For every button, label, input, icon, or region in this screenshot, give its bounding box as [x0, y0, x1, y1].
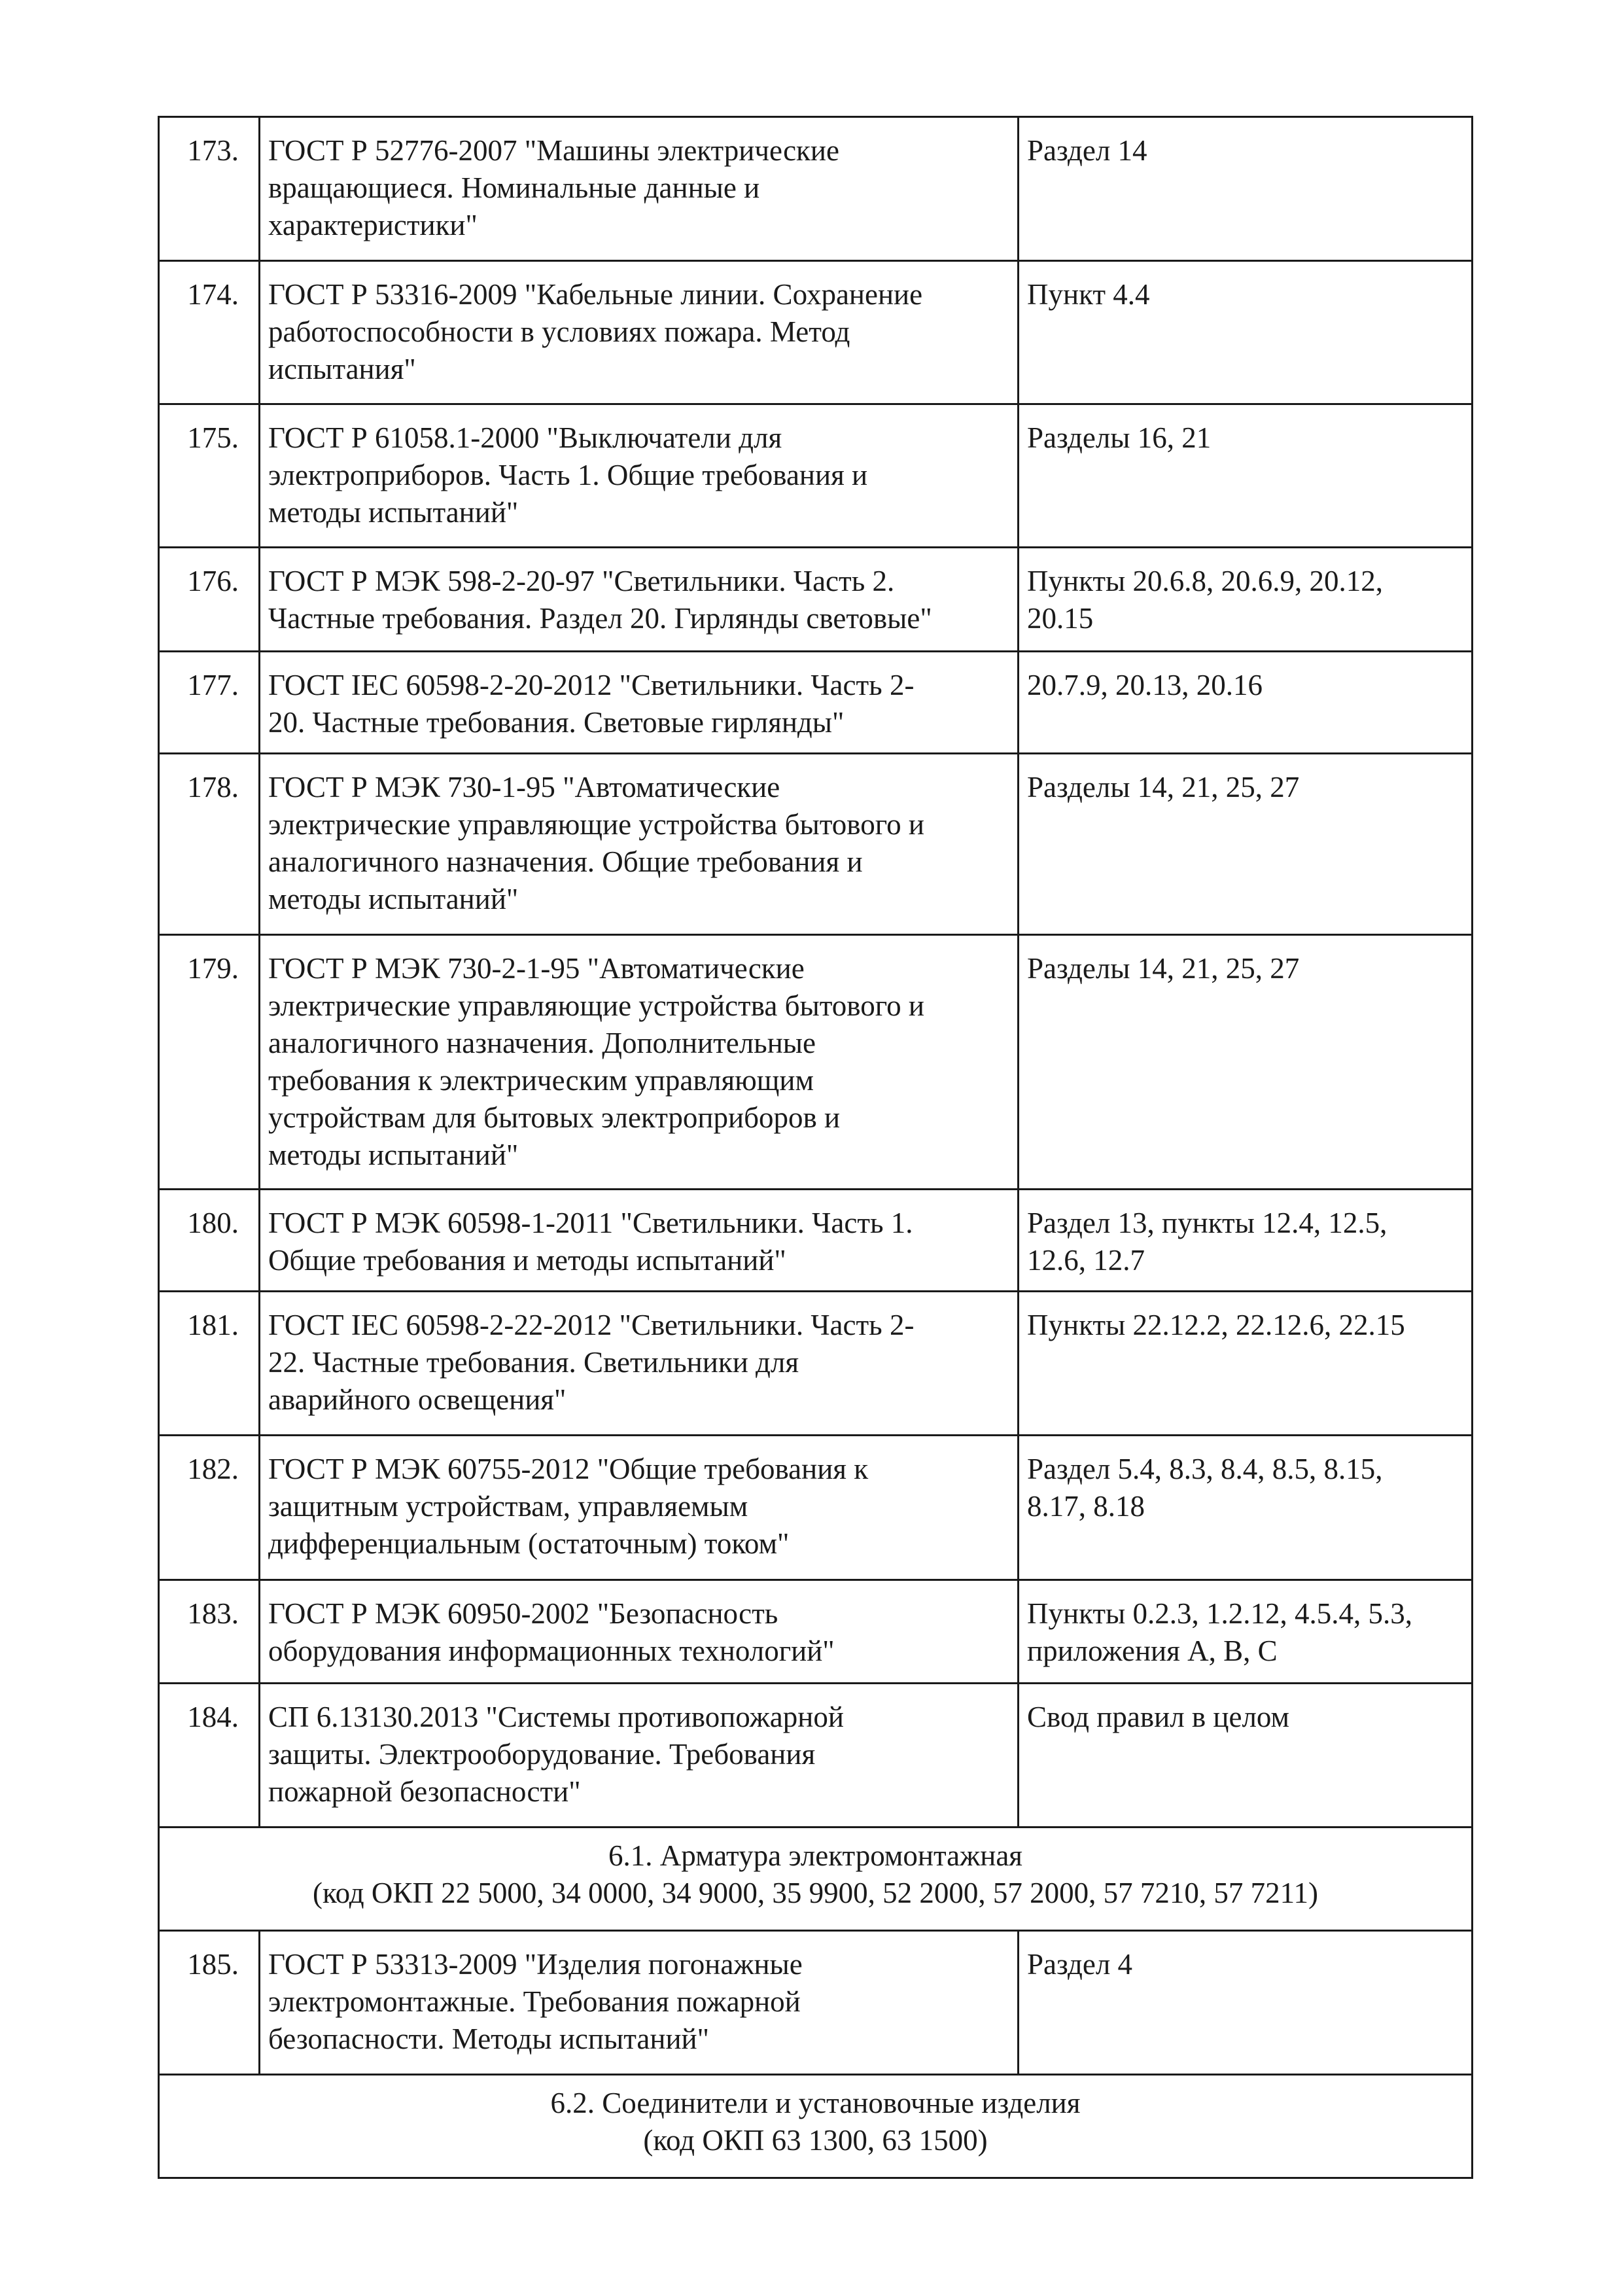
- standard-title: ГОСТ Р МЭК 730-1-95 "Автоматические электрические управляющие устройства бытового и аналогичного назначения. Общие требования и методы испытаний": [260, 754, 1019, 935]
- applicable-sections: Свод правил в целом: [1019, 1684, 1473, 1828]
- table-row: [159, 935, 1473, 1190]
- row-number: 179.: [159, 935, 260, 1190]
- applicable-sections: Раздел 4: [1019, 1931, 1473, 2075]
- row-number: 180.: [159, 1190, 260, 1292]
- standard-title: ГОСТ IEC 60598-2-20-2012 "Светильники. Часть 2- 20. Частные требования. Световые гирлянды": [260, 652, 1019, 754]
- standard-title: ГОСТ IEC 60598-2-22-2012 "Светильники. Часть 2- 22. Частные требования. Светильники для аварийного освещения": [260, 1292, 1019, 1436]
- standard-title: ГОСТ Р МЭК 60950-2002 "Безопасность оборудования информационных технологий": [260, 1580, 1019, 1684]
- section-header-row: [159, 1828, 1473, 1931]
- standard-title: СП 6.13130.2013 "Системы противопожарной защиты. Электрооборудование. Требования пожарной безопасности": [260, 1684, 1019, 1828]
- table-row: [159, 117, 1473, 261]
- standard-title: ГОСТ Р 53313-2009 "Изделия погонажные электромонтажные. Требования пожарной безопасности. Методы испытаний": [260, 1931, 1019, 2075]
- standard-title: ГОСТ Р 61058.1-2000 "Выключатели для электроприборов. Часть 1. Общие требования и методы испытаний": [260, 404, 1019, 548]
- standard-title: ГОСТ Р МЭК 598-2-20-97 "Светильники. Часть 2. Частные требования. Раздел 20. Гирлянды световые": [260, 548, 1019, 652]
- section-codes: (код ОКП 63 1300, 63 1500): [643, 2124, 988, 2157]
- applicable-sections: Пункты 0.2.3, 1.2.12, 4.5.4, 5.3, приложения A, B, C: [1019, 1580, 1473, 1684]
- standard-title: ГОСТ Р 53316-2009 "Кабельные линии. Сохранение работоспособности в условиях пожара. Метод испытания": [260, 261, 1019, 404]
- row-number: 184.: [159, 1684, 260, 1828]
- section-title: 6.2. Соединители и установочные изделия: [550, 2087, 1081, 2119]
- applicable-sections: Разделы 14, 21, 25, 27: [1019, 754, 1473, 935]
- row-number: 183.: [159, 1580, 260, 1684]
- applicable-sections: 20.7.9, 20.13, 20.16: [1019, 652, 1473, 754]
- applicable-sections: Раздел 14: [1019, 117, 1473, 261]
- table-row: [159, 548, 1473, 652]
- section-heading-6-1: [159, 1828, 1473, 1931]
- table-row: [159, 1292, 1473, 1436]
- applicable-sections: Пункты 20.6.8, 20.6.9, 20.12, 20.15: [1019, 548, 1473, 652]
- section-heading-6-2: [159, 2075, 1473, 2178]
- table-row: [159, 1190, 1473, 1292]
- row-number: 182.: [159, 1436, 260, 1580]
- table-row: [159, 1684, 1473, 1828]
- row-number: 178.: [159, 754, 260, 935]
- standard-title: ГОСТ Р МЭК 60755-2012 "Общие требования к защитным устройствам, управляемым дифференциальным (остаточным) током": [260, 1436, 1019, 1580]
- section-title: 6.1. Арматура электромонтажная: [608, 1839, 1022, 1872]
- row-number: 177.: [159, 652, 260, 754]
- standards-table: [158, 116, 1473, 2179]
- row-number: 185.: [159, 1931, 260, 2075]
- table-row: [159, 754, 1473, 935]
- applicable-sections: Пункт 4.4: [1019, 261, 1473, 404]
- section-codes: (код ОКП 22 5000, 34 0000, 34 9000, 35 9900, 52 2000, 57 2000, 57 7210, 57 7211): [313, 1877, 1318, 1909]
- row-number: 181.: [159, 1292, 260, 1436]
- table-row: [159, 652, 1473, 754]
- applicable-sections: Раздел 13, пункты 12.4, 12.5, 12.6, 12.7: [1019, 1190, 1473, 1292]
- table-row: [159, 1931, 1473, 2075]
- applicable-sections: Пункты 22.12.2, 22.12.6, 22.15: [1019, 1292, 1473, 1436]
- applicable-sections: Разделы 16, 21: [1019, 404, 1473, 548]
- row-number: 176.: [159, 548, 260, 652]
- table-row: [159, 1436, 1473, 1580]
- row-number: 173.: [159, 117, 260, 261]
- table-row: [159, 1580, 1473, 1684]
- table-row: [159, 261, 1473, 404]
- section-header-row: [159, 2075, 1473, 2178]
- standard-title: ГОСТ Р МЭК 730-2-1-95 "Автоматические электрические управляющие устройства бытового и аналогичного назначения. Дополнительные требования к электрическим управляющим устройствам для бытовых электроприборов и методы испытаний": [260, 935, 1019, 1190]
- applicable-sections: Раздел 5.4, 8.3, 8.4, 8.5, 8.15, 8.17, 8.18: [1019, 1436, 1473, 1580]
- row-number: 174.: [159, 261, 260, 404]
- table-row: [159, 404, 1473, 548]
- row-number: 175.: [159, 404, 260, 548]
- applicable-sections: Разделы 14, 21, 25, 27: [1019, 935, 1473, 1190]
- standard-title: ГОСТ Р 52776-2007 "Машины электрические вращающиеся. Номинальные данные и характеристики": [260, 117, 1019, 261]
- standard-title: ГОСТ Р МЭК 60598-1-2011 "Светильники. Часть 1. Общие требования и методы испытаний": [260, 1190, 1019, 1292]
